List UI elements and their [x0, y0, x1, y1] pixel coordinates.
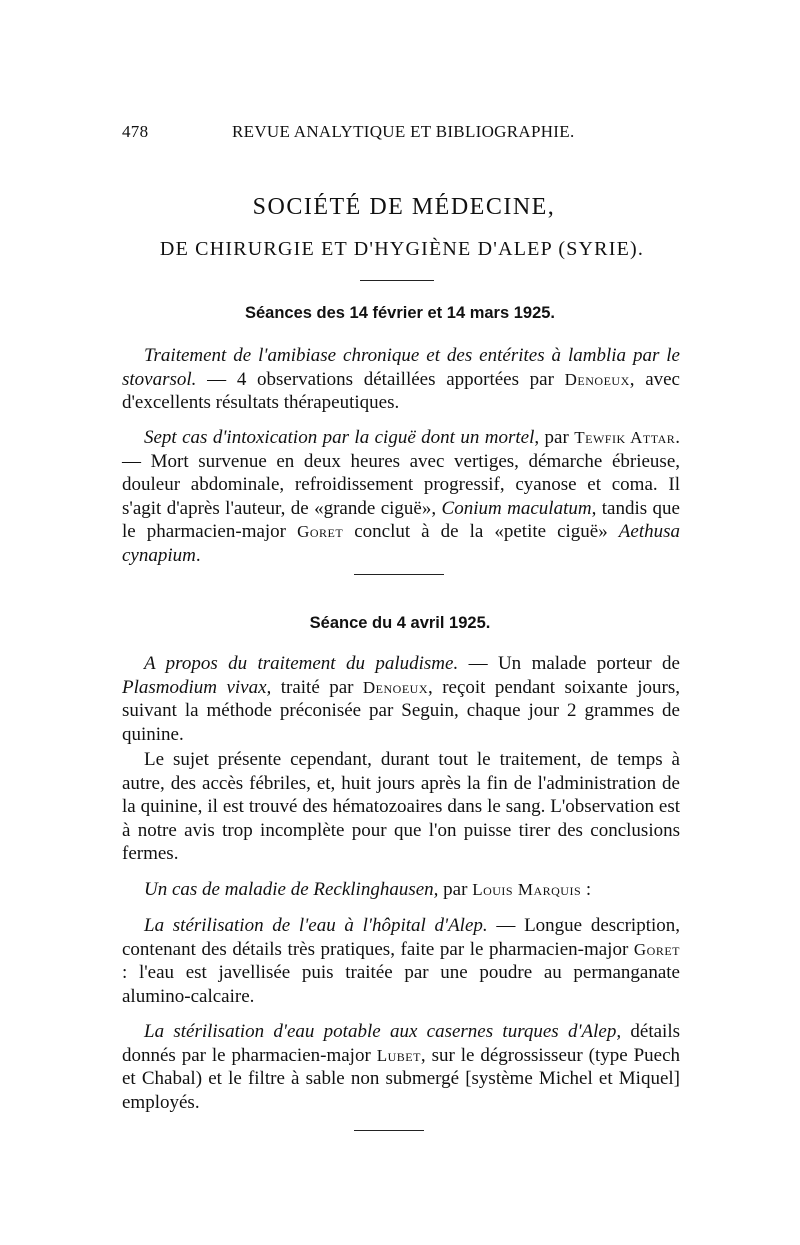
end-rule	[354, 1130, 424, 1131]
abstract-stovarsol	[122, 344, 680, 415]
author-name: Goret	[297, 522, 344, 542]
session-heading-2: Séance du 4 avril 1925.	[309, 614, 491, 632]
abstract-title: La stérilisation de l'eau à l'hôpital d'Alep.	[144, 915, 488, 936]
abstract-text: . — Mort survenue en deux heures avec vertiges, démarche ébrieuse, douleur abdominale, refroidissement progressif, cyanose et coma. Il s'agit d'après l'auteur, de «grande ciguë»,	[122, 427, 680, 519]
abstract-text: par	[438, 879, 473, 900]
dash: —	[196, 368, 237, 390]
abstract-text: détails donnés par le pharmacien-major	[122, 1021, 680, 1066]
author-name: Tewfik Attar	[574, 428, 676, 447]
abstract-text: : l'eau est javellisée puis traitée par une poudre au permanganate alumino-calcaire.	[122, 962, 680, 1007]
author-name: Louis Marquis	[472, 880, 582, 899]
abstract-sterilisation-casernes	[122, 1020, 680, 1114]
abstract-text: , avec d'excellents résultats thérapeutiques.	[122, 368, 680, 414]
author-name: Goret	[633, 939, 680, 959]
abstract-text: .	[195, 544, 201, 566]
section-rule	[354, 574, 444, 575]
running-title: REVUE ANALYTIQUE ET BIBLIOGRAPHIE.	[232, 122, 575, 141]
species-name: Plasmodium vivax,	[122, 676, 272, 698]
abstract-title: A propos du traitement du paludisme.	[144, 653, 459, 674]
abstract-recklinghausen	[122, 878, 680, 902]
abstract-paludisme	[122, 652, 680, 746]
abstract-sterilisation-hopital	[122, 914, 680, 1008]
abstract-title: Traitement de l'amibiase chronique et des entérites à lamblia par le stovarsol.	[122, 345, 680, 390]
abstract-title: Un cas de maladie de Recklinghausen,	[144, 879, 439, 900]
abstract-text: — Longue description, contenant des détails très pratiques, faite par le pharmacien-major	[122, 915, 681, 960]
abstract-text: , par	[534, 427, 575, 448]
author-name: Denoeux	[362, 677, 429, 697]
abstract-title: La stérilisation d'eau potable aux casernes turques d'Alep,	[144, 1021, 622, 1042]
abstract-text: conclut à de la «petite ciguë»	[343, 521, 619, 543]
species-name: Conium maculatum	[441, 497, 592, 519]
title-rule	[360, 280, 434, 281]
page-number: 478	[122, 122, 149, 141]
running-head	[122, 122, 678, 146]
abstract-paludisme-continued	[122, 748, 680, 866]
abstract-title: Sept cas d'intoxication par la ciguë dont un mortel	[144, 427, 535, 448]
author-name: Lubet	[376, 1045, 421, 1065]
abstract-text: :	[581, 879, 592, 900]
abstract-text: , tandis que le pharmacien-major	[122, 497, 680, 543]
species-name: Aethusa cynapium	[122, 521, 680, 566]
abstract-text: , reçoit pendant soixante jours, suivant la méthode préconisée par Seguin, chaque jour 2 grammes de quinine.	[122, 676, 681, 745]
session-heading-1: Séances des 14 février et 14 mars 1925.	[244, 304, 556, 322]
society-subtitle: DE CHIRURGIE ET D'HYGIÈNE D'ALEP (SYRIE).	[159, 238, 645, 260]
society-title: SOCIÉTÉ DE MÉDECINE,	[252, 194, 556, 220]
abstract-cigue	[122, 426, 680, 568]
abstract-text: , sur le dégrossisseur (type Puech et Chabal) et le filtre à sable non submergé [système Michel et Miquel] employés.	[122, 1044, 681, 1113]
abstract-text: — Un malade porteur de	[458, 653, 680, 674]
abstract-text: traité par	[271, 676, 363, 698]
abstract-text: 4 observations détaillées apportées par	[236, 368, 565, 390]
abstract-text: Le sujet présente cependant, durant tout le traitement, de temps à autre, des accès fébriles, et, huit jours après la fin de l'administration de la quinine, il est trouvé des hématozoaires dans le sang. L'observation est à notre avis trop incomplète pour que l'on puisse tirer des conclusions fermes.	[122, 749, 680, 865]
author-name: Denoeux	[564, 369, 630, 389]
